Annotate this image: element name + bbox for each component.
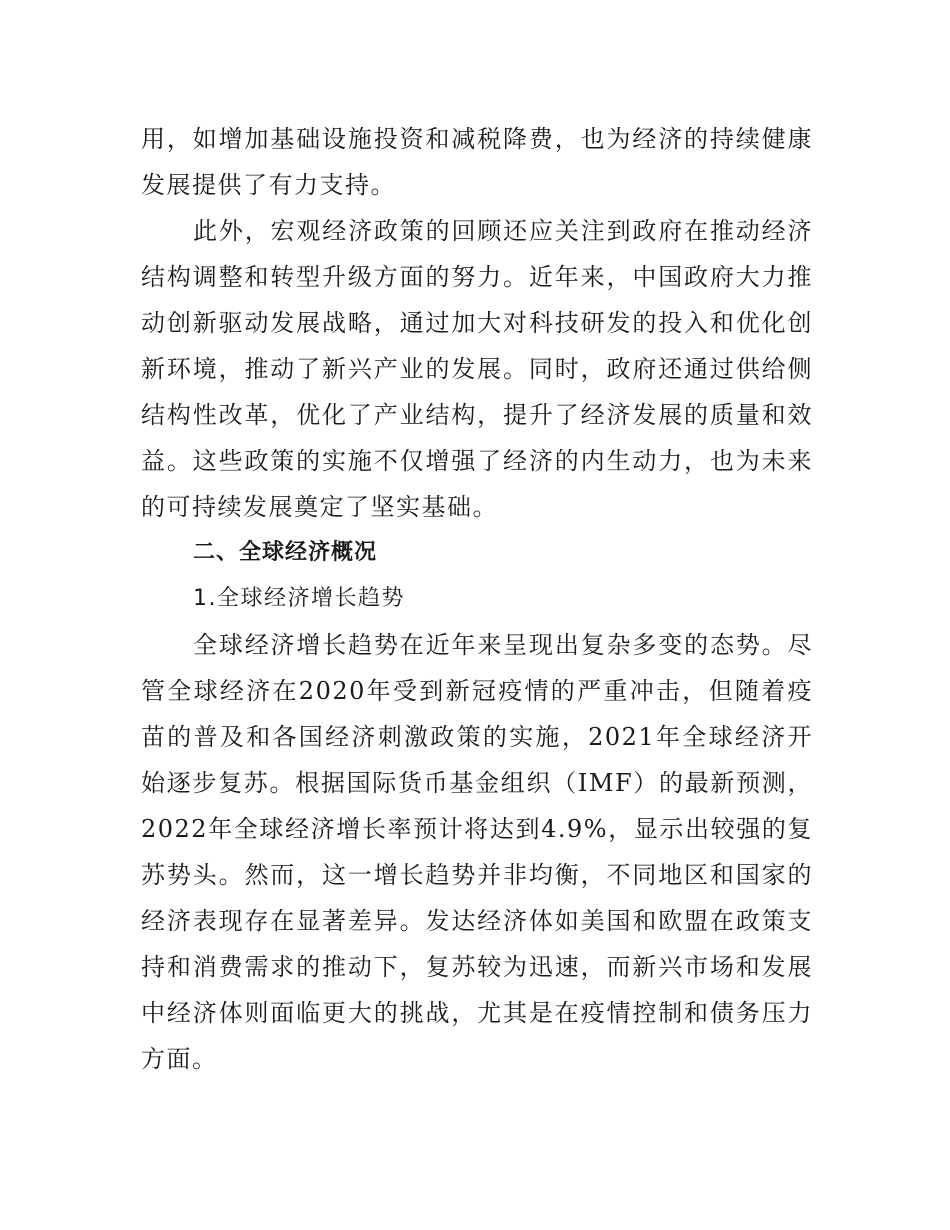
subsection-heading-growth-trend: 1.全球经济增长趋势 [193, 586, 405, 611]
paragraph-continuation: 用，如增加基础设施投资和减税降费，也为经济的持续健康发展提供了有力支持。 [141, 125, 813, 199]
paragraph-growth-trend: 全球经济增长趋势在近年来呈现出复杂多变的态势。尽管全球经济在2020年受到新冠疫情的严重冲击，但随着疫苗的普及和各国经济刺激政策的实施，2021年全球经济开始逐步复苏。根据国际货币基金组织（IMF）的最新预测，2022年全球经济增长率预计将达到4.9%，显示出较强的复苏势头。然而，这一增长趋势并非均衡，不同地区和国家的经济表现存在显著差异。发达经济体如美国和欧盟在政策支持和消费需求的推动下，复苏较为迅速，而新兴市场和发展中经济体则面临更大的挑战，尤其是在疫情控制和债务压力方面。 [141, 631, 813, 1073]
section-heading-global-economy: 二、全球经济概况 [193, 540, 378, 565]
paragraph-policy-review: 此外，宏观经济政策的回顾还应关注到政府在推动经济结构调整和转型升级方面的努力。近年来，中国政府大力推动创新驱动发展战略，通过加大对科技研发的投入和优化创新环境，推动了新兴产业的发展。同时，政府还通过供给侧结构性改革，优化了产业结构，提升了经济发展的质量和效益。这些政策的实施不仅增强了经济的内生动力，也为未来的可持续发展奠定了坚实基础。 [141, 217, 813, 521]
document-body [141, 116, 813, 1082]
